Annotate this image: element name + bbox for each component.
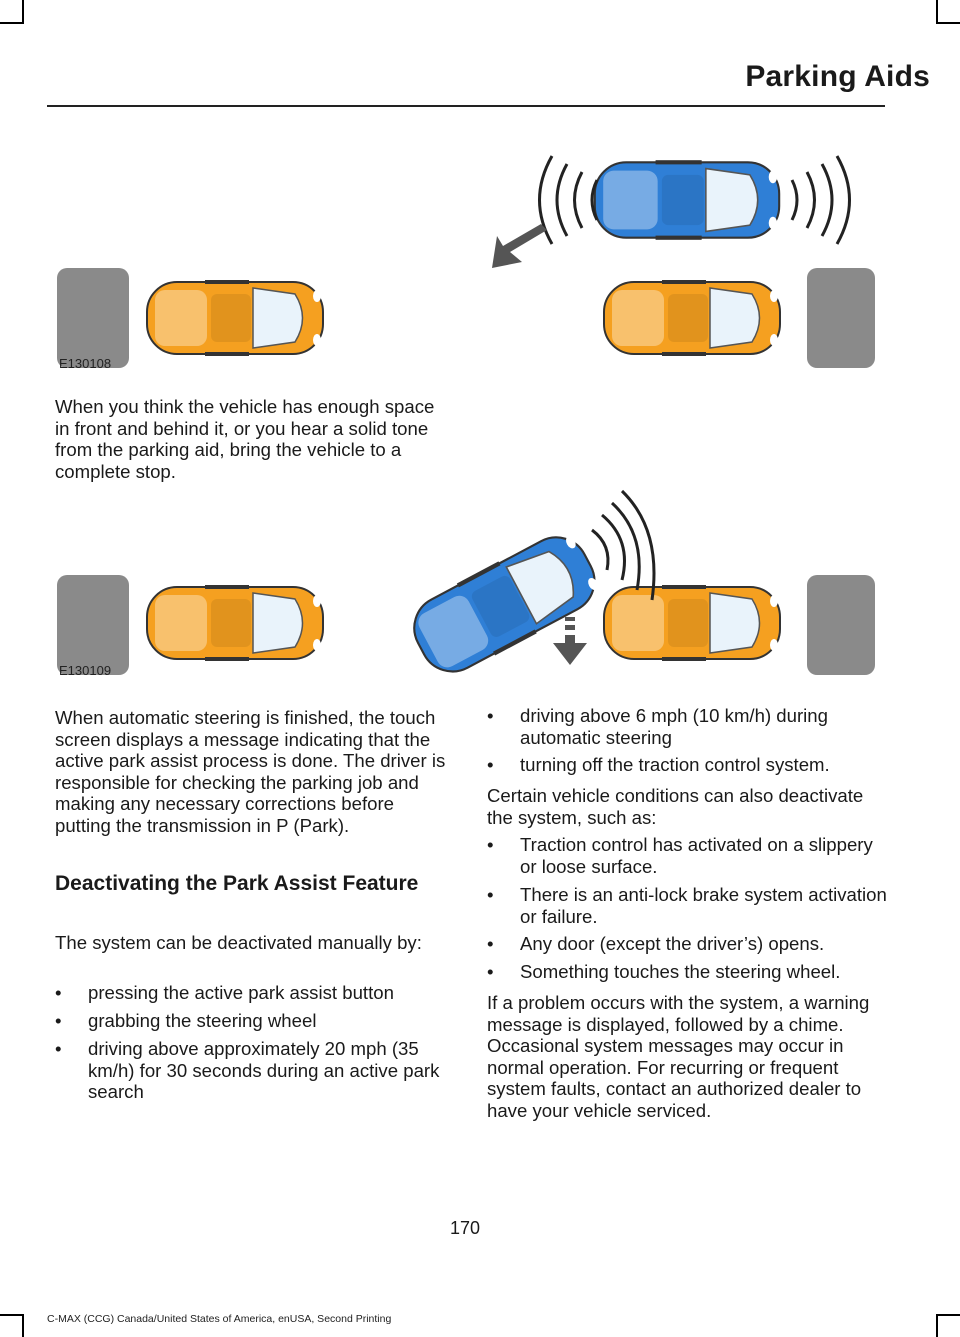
curb-left — [57, 575, 129, 675]
crop-mark — [936, 1314, 938, 1337]
bullet-symbol: • — [55, 1038, 62, 1059]
crop-mark — [936, 0, 938, 24]
page-title: Parking Aids — [745, 60, 930, 93]
list-item-text: There is an anti-lock brake system activation or failure. — [520, 884, 887, 927]
list-item — [55, 1038, 450, 1104]
parking-diagram-1 — [47, 150, 885, 372]
crop-mark — [22, 1314, 24, 1337]
list-item — [487, 754, 887, 776]
bullet-symbol: • — [487, 884, 494, 905]
figure-label: E130109 — [59, 663, 112, 678]
curb-left — [57, 268, 129, 368]
crop-mark — [0, 22, 22, 24]
curb-right — [807, 268, 875, 368]
bullet-symbol: • — [55, 1010, 62, 1031]
section-title-deactivating: Deactivating the Park Assist Feature — [55, 872, 419, 895]
curb-right — [807, 575, 875, 675]
bullet-symbol: • — [487, 705, 494, 726]
figure-label: E130108 — [59, 356, 112, 371]
bullet-symbol: • — [487, 933, 494, 954]
bullet-symbol: • — [487, 754, 494, 775]
paragraph-deactivate-manually: The system can be deactivated manually by: — [55, 932, 422, 953]
list-item-text: Traction control has activated on a slippery or loose surface. — [520, 834, 873, 877]
bullet-symbol: • — [55, 982, 62, 1003]
paragraph-system-problem: If a problem occurs with the system, a warning message is displayed, followed by a chime. Occasional system messages may occur in normal operation. For recurring or frequent system faults, contact an authorized dealer to have your vehicle serviced. — [487, 992, 870, 1121]
parked-car-front — [604, 585, 780, 661]
header-divider — [47, 105, 885, 107]
crop-mark — [936, 22, 960, 24]
list-item-text: driving above 6 mph (10 km/h) during automatic steering — [520, 705, 828, 748]
parking-diagram-2 — [47, 485, 885, 680]
list-item — [487, 884, 887, 928]
parked-car-rear — [147, 280, 323, 356]
list-item — [487, 705, 887, 749]
list-item-text: turning off the traction control system. — [520, 754, 830, 775]
page-number: 170 — [449, 1218, 481, 1238]
paragraph-steering-finished: When automatic steering is finished, the touch screen displays a message indicating that the active park assist process is done. The driver is responsible for checking the parking job and making any necessary corrections before putting the transmission in P (Park). — [55, 707, 446, 836]
crop-mark — [0, 1314, 22, 1316]
paragraph-vehicle-conditions: Certain vehicle conditions can also deactivate the system, such as: — [487, 785, 864, 828]
bullet-symbol: • — [487, 961, 494, 982]
parked-car-front — [604, 280, 780, 356]
figure-automatic-steering — [47, 485, 885, 680]
list-item — [55, 982, 450, 1004]
footer-text: C-MAX (CCG) Canada/United States of America, enUSA, Second Printing — [47, 1313, 392, 1325]
list-item-text: Any door (except the driver’s) opens. — [520, 933, 825, 954]
figure-parking-search — [47, 150, 885, 372]
crop-mark — [22, 0, 24, 24]
list-item-text: driving above approximately 20 mph (35 km/h) for 30 seconds during an active park search — [88, 1038, 440, 1102]
active-car — [595, 160, 779, 240]
list-item-text: Something touches the steering wheel. — [520, 961, 841, 982]
list-item-text: grabbing the steering wheel — [88, 1010, 317, 1031]
list-item-text: pressing the active park assist button — [88, 982, 394, 1003]
crop-mark — [936, 1314, 960, 1316]
list-item — [55, 1010, 450, 1032]
sensor-waves — [592, 491, 654, 600]
parked-car-rear — [147, 585, 323, 661]
paragraph-stop-vehicle: When you think the vehicle has enough space in front and behind it, or you hear a solid tone from the parking aid, bring the vehicle to a complete stop. — [55, 396, 435, 482]
list-item — [487, 834, 887, 878]
sensor-waves-rear — [540, 156, 598, 244]
bullet-symbol: • — [487, 834, 494, 855]
list-item — [487, 961, 887, 983]
sensor-waves-front — [792, 156, 850, 244]
reverse-arrow — [553, 617, 587, 665]
reverse-arrow — [492, 224, 547, 268]
list-item — [487, 933, 887, 955]
